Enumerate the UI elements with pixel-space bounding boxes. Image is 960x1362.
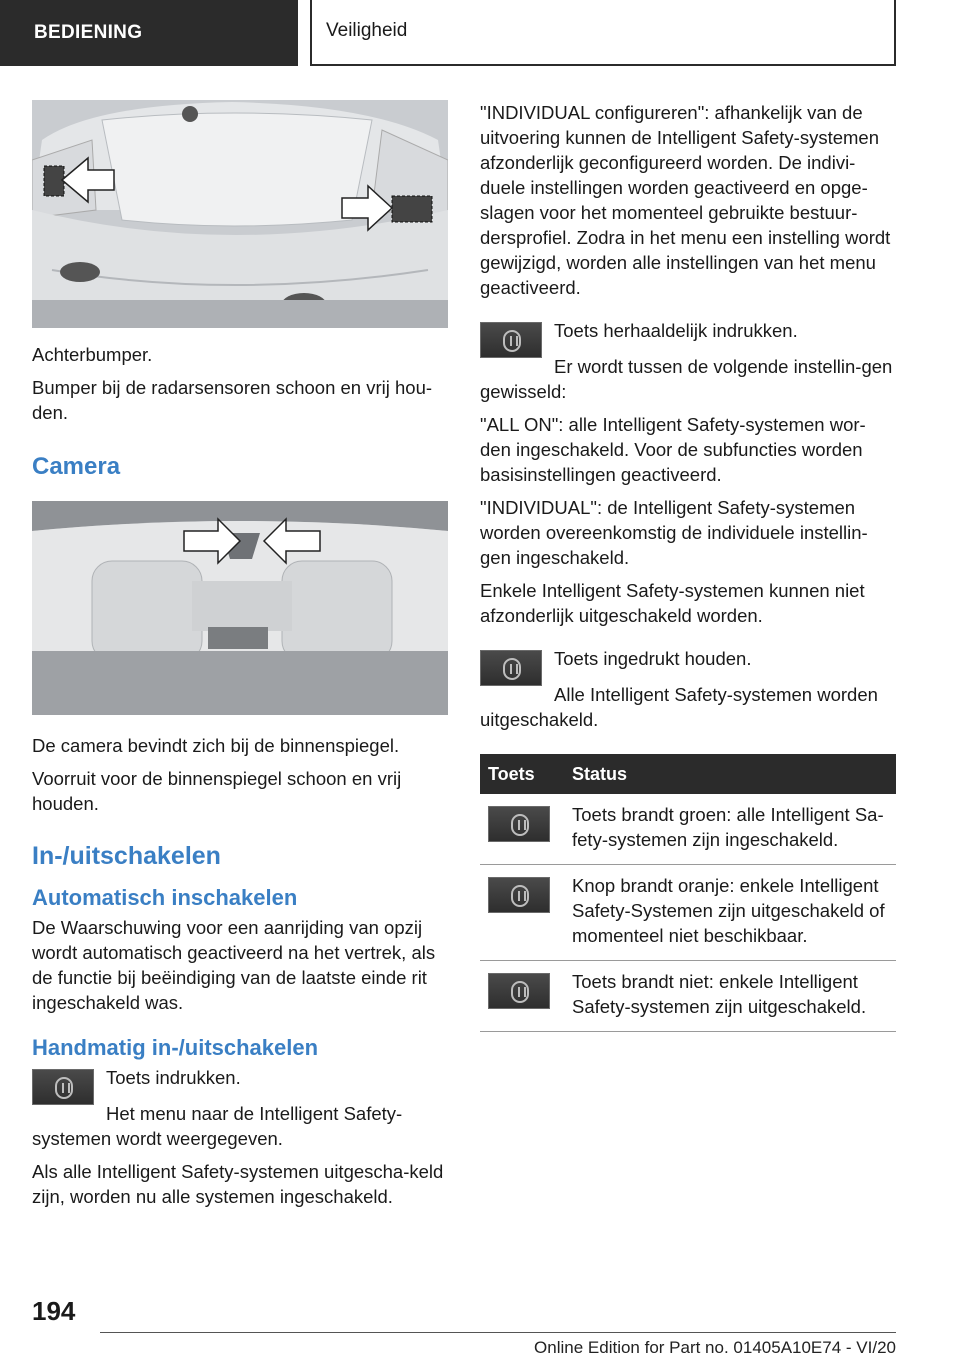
- table-row: [480, 961, 896, 1032]
- table-header-status: Status: [564, 754, 896, 794]
- heading-auto: Automatisch inschakelen: [32, 885, 298, 910]
- bumper-instruction: Bumper bij de radarsensoren schoon en vrij hou-den.: [32, 377, 433, 423]
- hold-step-text: Toets ingedrukt houden.: [554, 648, 752, 669]
- table-row: [480, 794, 896, 865]
- camera-instruction: Voorruit voor de binnenspiegel schoon en vrij houden.: [32, 768, 402, 814]
- some-systems-note: Enkele Intelligent Safety-systemen kunnen niet afzonderlijk uitgeschakeld worden.: [480, 580, 865, 626]
- footer-divider: [100, 1332, 896, 1333]
- heading-camera: Camera: [32, 453, 121, 480]
- individual-configure-text: "INDIVIDUAL configureren": afhankelijk van de uitvoering kunnen de Intelligent Safety-systemen afzonderlijk geconfigureerd worden. De indivi-duele instellingen worden geactiveerd en opge-slagen voor het momenteel gebruikte bestuur-dersprofiel. Zodra in het menu een instelling wordt gewijzigd, worden alle instellingen van het menu geactiveerd.: [480, 102, 891, 298]
- safety-button-orange-icon: [488, 877, 550, 913]
- hold-step: [480, 646, 896, 682]
- left-column: [32, 100, 448, 1217]
- safety-button-green-icon: [488, 806, 550, 842]
- rear-bumper-image: [32, 100, 448, 328]
- status-cell: Knop brandt oranje: enkele Intelligent Safety-Systemen zijn uitgeschakeld of momenteel niet beschikbaar.: [564, 865, 896, 961]
- manual-step: [32, 1065, 448, 1101]
- table-row: [480, 865, 896, 961]
- auto-text: De Waarschuwing voor een aanrijding van opzij wordt automatisch geactiveerd na het vertrek, als de functie bij beëindiging van de laatste einde rit ingeschakeld was.: [32, 917, 436, 1013]
- safety-button-icon: [32, 1069, 94, 1105]
- table-header-key: Toets: [480, 754, 564, 794]
- status-cell: Toets brandt groen: alle Intelligent Sa-fety-systemen zijn ingeschakeld.: [564, 794, 896, 865]
- header-section-label: BEDIENING: [0, 0, 298, 66]
- manual-step-text: Toets indrukken.: [106, 1067, 241, 1088]
- repeat-step-text: Toets herhaaldelijk indrukken.: [554, 320, 798, 341]
- repeat-step: [480, 318, 896, 354]
- safety-button-icon: [480, 650, 542, 686]
- safety-button-off-icon: [488, 973, 550, 1009]
- status-table: [480, 754, 896, 1032]
- page-number: 194: [32, 1296, 76, 1326]
- header-chapter-label: Veiligheid: [310, 0, 896, 66]
- safety-button-icon: [480, 322, 542, 358]
- manual-result: Het menu naar de Intelligent Safety-systemen wordt weergegeven.: [32, 1103, 403, 1149]
- hold-result: Alle Intelligent Safety-systemen worden uitgeschakeld.: [480, 684, 878, 730]
- individual-text: "INDIVIDUAL": de Intelligent Safety-systemen worden overeenkomstig de individuele instellin-gen ingeschakeld.: [480, 497, 868, 568]
- status-cell: Toets brandt niet: enkele Intelligent Safety-systemen zijn uitgeschakeld.: [564, 961, 896, 1032]
- heading-manual: Handmatig in-/uitschakelen: [32, 1035, 319, 1060]
- right-column: [480, 100, 896, 1032]
- repeat-result: Er wordt tussen de volgende instellin-gen gewisseld:: [480, 356, 893, 402]
- all-on-text: "ALL ON": alle Intelligent Safety-systemen wor-den ingeschakeld. Voor de subfuncties worden basisinstellingen geactiveerd.: [480, 414, 866, 485]
- windshield-camera-image: [32, 501, 448, 715]
- bumper-caption: Achterbumper.: [32, 344, 153, 365]
- heading-switch: In-/uitschakelen: [32, 842, 221, 870]
- footer-edition: Online Edition for Part no. 01405A10E74 - VI/20: [534, 1338, 896, 1357]
- manual-text: Als alle Intelligent Safety-systemen uitgescha-keld zijn, worden nu alle systemen ingeschakeld.: [32, 1161, 444, 1207]
- camera-caption: De camera bevindt zich bij de binnenspiegel.: [32, 735, 400, 756]
